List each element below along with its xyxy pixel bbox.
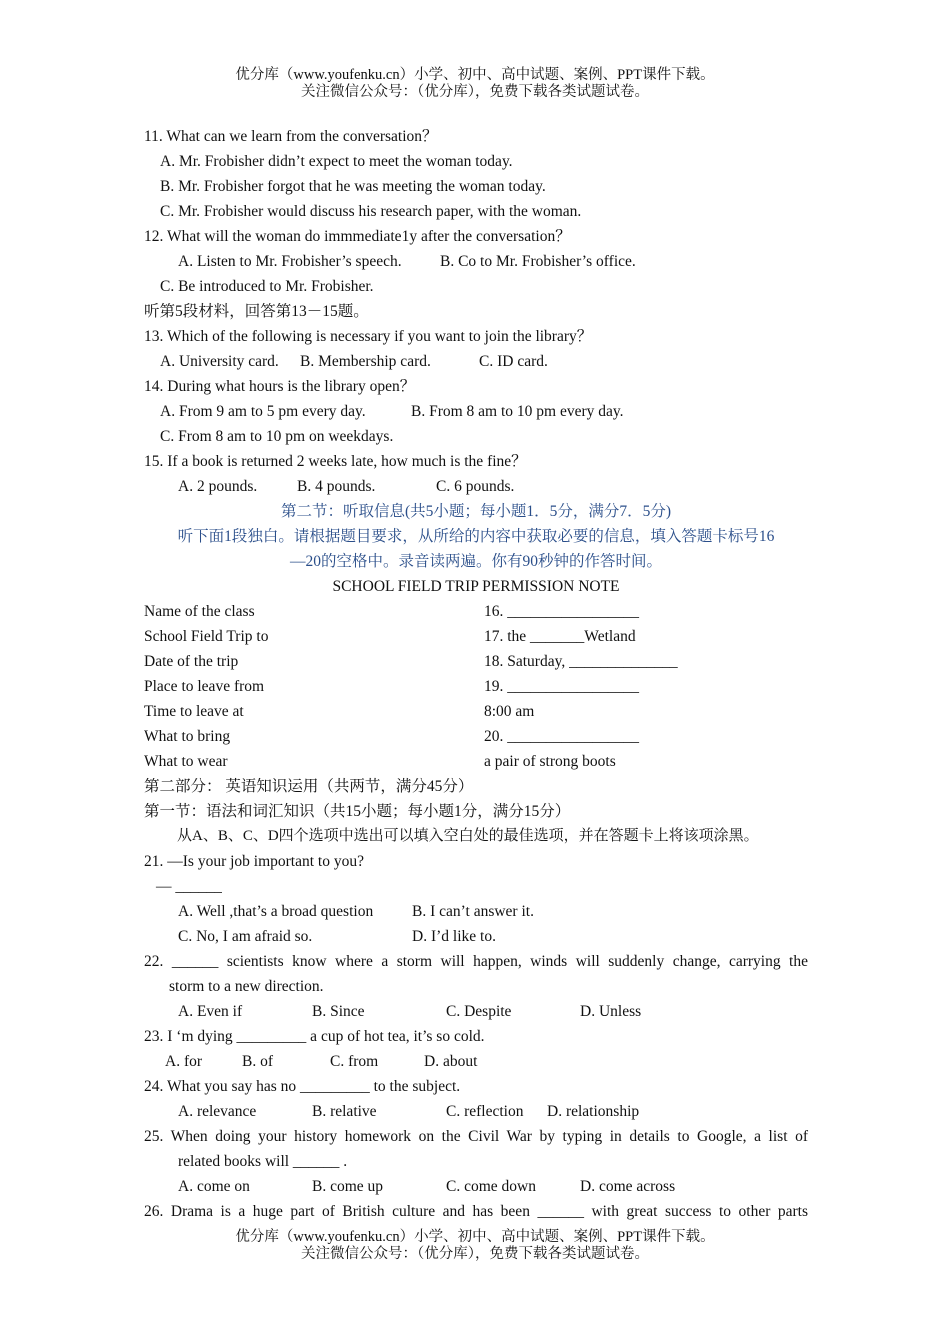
note-row-label: Place to leave from — [144, 678, 265, 695]
permission-note-title: SCHOOL FIELD TRIP PERMISSION NOTE — [332, 578, 620, 595]
question-15-option-b: B. 4 pounds. — [297, 478, 376, 495]
question-25-stem-line-1: 25. When doing your history homework on the Civil War by typing in details to Google, a list of — [144, 1128, 808, 1145]
question-12-stem: 12. What will the woman do immmediate1y after the conversation？ — [144, 228, 571, 245]
question-21-stem: 21. —Is your job important to you? — [144, 853, 364, 870]
question-22-options-row — [144, 999, 808, 1024]
question-11-option-c: C. Mr. Frobisher would discuss his research paper, with the woman. — [160, 203, 582, 220]
question-22-stem-line-1: 22. ______ scientists know where a storm will happen, winds will suddenly change, carrying the — [144, 953, 808, 970]
question-25-option-a: A. come on — [178, 1178, 250, 1195]
question-25-stem-line-2: related books will ______ . — [178, 1153, 348, 1170]
question-11-option-b: B. Mr. Frobisher forgot that he was meeting the woman today. — [160, 178, 546, 195]
question-15-option-a: A. 2 pounds. — [178, 478, 258, 495]
question-23-stem: 23. I ‘m dying _________ a cup of hot tea, it’s so cold. — [144, 1028, 485, 1045]
question-25-option-b: B. come up — [312, 1178, 384, 1195]
question-23-option-c: C. from — [330, 1053, 379, 1070]
question-14-options-row — [144, 399, 808, 424]
question-24-stem: 24. What you say has no _________ to the subject. — [144, 1078, 461, 1095]
section-2-title: 第二节：听取信息(共5小题；每小题1．5分，满分7．5分) — [280, 503, 672, 520]
note-row-label: What to bring — [144, 728, 231, 745]
note-row — [144, 674, 808, 699]
question-24-option-c: C. reflection — [446, 1103, 524, 1120]
note-row-value: 19. _________________ — [484, 678, 639, 695]
note-row — [144, 724, 808, 749]
question-14-option-a: A. From 9 am to 5 pm every day. — [160, 403, 366, 420]
question-23-option-a: A. for — [165, 1053, 203, 1070]
footer-line-2: 关注微信公众号：（优分库），免费下载各类试题试卷。 — [301, 1246, 649, 1262]
question-15-options-row — [144, 474, 808, 499]
question-22-stem-line-2: storm to a new direction. — [169, 978, 324, 995]
section-2-instruction-1: 听下面1段独白。请根据题目要求，从所给的内容中获取必要的信息，填入答题卡标号16 — [177, 528, 775, 545]
question-13-stem: 13. Which of the following is necessary if you want to join the library？ — [144, 328, 593, 345]
note-row — [144, 624, 808, 649]
note-row-label: School Field Trip to — [144, 628, 269, 645]
document-body — [144, 124, 808, 1224]
question-21-option-b: B. I can’t answer it. — [412, 903, 534, 920]
part-2-title: 第二部分： 英语知识运用（共两节，满分45分） — [144, 778, 474, 795]
question-14-option-c: C. From 8 am to 10 pm on weekdays. — [160, 428, 394, 445]
question-23-option-d: D. about — [424, 1053, 478, 1070]
page-header — [0, 67, 950, 101]
question-22-option-d: D. Unless — [580, 1003, 642, 1020]
question-23-options-row — [144, 1049, 808, 1074]
note-row — [144, 699, 808, 724]
note-row — [144, 599, 808, 624]
question-13-options-row — [144, 349, 808, 374]
question-12-option-c: C. Be introduced to Mr. Frobisher. — [160, 278, 374, 295]
question-21-options-row-2 — [144, 924, 808, 949]
part-2-instruction: 从A、B、C、D四个选项中选出可以填入空白处的最佳选项，并在答题卡上将该项涂黑。 — [177, 828, 759, 844]
header-line-1: 优分库（www.youfenku.cn）小学、初中、高中试题、案例、PPT课件下载。 — [235, 67, 715, 83]
note-row-value: 20. _________________ — [484, 728, 639, 745]
note-row-value: 17. the _______Wetland — [484, 628, 636, 645]
question-24-option-a: A. relevance — [178, 1103, 257, 1120]
question-24-option-d: D. relationship — [547, 1103, 640, 1120]
question-12-option-a: A. Listen to Mr. Frobisher’s speech. — [178, 253, 402, 270]
note-row — [144, 649, 808, 674]
footer-line-1: 优分库（www.youfenku.cn）小学、初中、高中试题、案例、PPT课件下载。 — [235, 1229, 715, 1245]
question-15-option-c: C. 6 pounds. — [436, 478, 515, 495]
question-25-option-c: C. come down — [446, 1178, 536, 1195]
question-14-option-b: B. From 8 am to 10 pm every day. — [411, 403, 624, 420]
question-11-option-a: A. Mr. Frobisher didn’t expect to meet the woman today. — [160, 153, 513, 170]
note-row-label: Time to leave at — [144, 703, 244, 720]
note-row-value: 8:00 am — [484, 703, 535, 720]
part-2-section-1-title: 第一节：语法和词汇知识（共15小题；每小题1分，满分15分） — [144, 803, 571, 820]
note-row-label: What to wear — [144, 753, 228, 770]
question-12-options-row — [144, 249, 808, 274]
question-13-option-b: B. Membership card. — [300, 353, 431, 370]
question-21-option-d: D. I’d like to. — [412, 928, 496, 945]
note-row-value: 18. Saturday, ______________ — [484, 653, 678, 670]
question-22-option-a: A. Even if — [178, 1003, 243, 1020]
question-15-stem: 15. If a book is returned 2 weeks late, how much is the fine？ — [144, 453, 527, 470]
question-25-options-row — [144, 1174, 808, 1199]
header-line-2: 关注微信公众号：（优分库），免费下载各类试题试卷。 — [301, 84, 649, 100]
question-13-option-a: A. University card. — [160, 353, 279, 370]
note-row-value: a pair of strong boots — [484, 753, 616, 770]
question-11-stem: 11. What can we learn from the conversation？ — [144, 128, 438, 145]
section-2-instruction-2: —20的空格中。录音读两遍。你有90秒钟的作答时间。 — [289, 553, 662, 570]
question-24-options-row — [144, 1099, 808, 1124]
note-row — [144, 749, 808, 774]
page-footer — [0, 1229, 950, 1263]
question-21-option-a: A. Well ,that’s a broad question — [178, 903, 374, 920]
note-row-value: 16. _________________ — [484, 603, 639, 620]
question-22-option-c: C. Despite — [446, 1003, 512, 1020]
question-23-option-b: B. of — [242, 1053, 273, 1070]
question-25-option-d: D. come across — [580, 1178, 676, 1195]
note-row-label: Date of the trip — [144, 653, 239, 670]
question-14-stem: 14. During what hours is the library open？ — [144, 378, 416, 395]
question-22-option-b: B. Since — [312, 1003, 365, 1020]
question-26-stem-line-1: 26. Drama is a huge part of British culture and has been ______ with great success to other parts — [144, 1203, 808, 1220]
question-12-option-b: B. Co to Mr. Frobisher’s office. — [440, 253, 636, 270]
passage-5-instruction: 听第5段材料，回答第13－15题。 — [144, 303, 369, 320]
question-24-option-b: B. relative — [312, 1103, 377, 1120]
note-row-label: Name of the class — [144, 603, 255, 620]
question-13-option-c: C. ID card. — [479, 353, 548, 370]
question-21-reply: — ______ — [156, 878, 222, 895]
question-21-options-row-1 — [144, 899, 808, 924]
question-21-option-c: C. No, I am afraid so. — [178, 928, 313, 945]
